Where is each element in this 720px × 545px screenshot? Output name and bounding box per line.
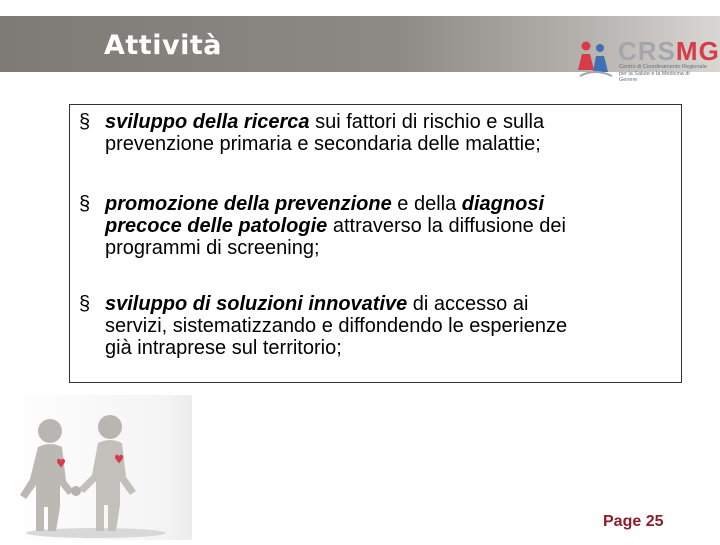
title-bar — [0, 16, 720, 83]
body-text: già intraprese sul territorio; — [105, 337, 342, 359]
bullet-marker: § — [79, 193, 91, 215]
body-text: servizi, sistematizzando e diffondendo le esperienze — [105, 315, 568, 337]
list-item-line — [105, 215, 675, 237]
list-item — [105, 293, 675, 359]
body-text: attraverso la diffusione dei — [327, 215, 566, 237]
list-item-line — [105, 193, 675, 215]
list-item-line — [105, 133, 675, 155]
body-text: prevenzione primaria e secondaria delle malattie; — [105, 133, 541, 155]
two-figures-illustration — [0, 395, 192, 540]
emphasis-text: precoce delle patologie — [105, 215, 328, 237]
list-item — [105, 111, 675, 155]
list-item-line — [105, 237, 675, 259]
list-item-line — [105, 111, 675, 133]
list-item-line — [105, 293, 675, 315]
emphasis-text: diagnosi — [461, 193, 545, 215]
logo-text: CRSMG — [618, 36, 720, 66]
crsmg-logo-icon — [572, 34, 618, 86]
crsmg-logo — [572, 34, 720, 86]
bullet-marker: § — [79, 111, 91, 133]
body-text: programmi di screening; — [105, 237, 320, 259]
logo-subtitle: Centro di Coordinamento Regionale per la Salute e la Medicina di Genere — [619, 64, 707, 83]
list-item-line — [105, 337, 675, 359]
two-figures-holding-hands-icon — [0, 395, 192, 540]
list-item-line — [105, 315, 675, 337]
body-text: sui fattori di rischio e sulla — [309, 111, 545, 133]
list-item — [105, 193, 675, 259]
slide-title: Attività — [104, 30, 222, 61]
body-text: di accesso ai — [407, 293, 529, 315]
bullet-marker: § — [79, 293, 91, 315]
content-box — [69, 104, 682, 383]
body-text: e della — [391, 193, 462, 215]
emphasis-text: sviluppo di soluzioni innovative — [105, 293, 408, 315]
emphasis-text: sviluppo della ricerca — [105, 111, 310, 133]
page-number: Page 25 — [603, 513, 664, 530]
emphasis-text: promozione della prevenzione — [105, 193, 392, 215]
